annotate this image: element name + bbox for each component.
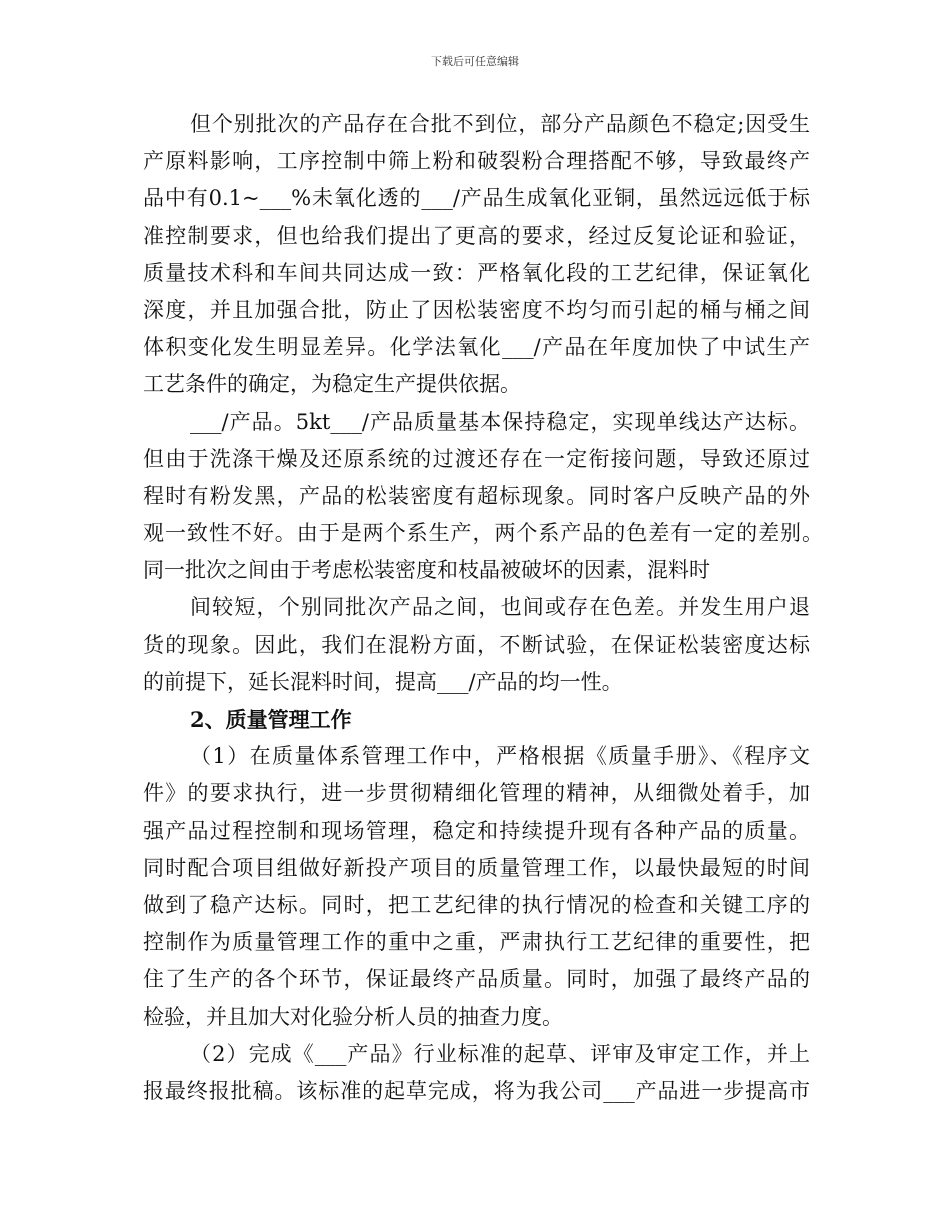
text-line: 观一致性不好。由于是两个系生产，两个系产品的色差有一定的差别。 <box>143 521 823 546</box>
text-line: 产原料影响，工序控制中筛上粉和破裂粉合理搭配不够，导致最终产 <box>143 149 810 174</box>
section-heading: 2、质量管理工作 <box>190 707 352 732</box>
text-line: 住了生产的各个环节，保证最终产品质量。同时，加强了最终产品的 <box>143 967 810 992</box>
text-line: （2）完成《___产品》行业标准的起草、评审及审定工作，并上 <box>190 1041 810 1066</box>
text-line: 做到了稳产达标。同时，把工艺纪律的执行情况的检查和关键工序的 <box>143 892 810 917</box>
text-line: 检验，并且加大对化验分析人员的抽查力度。 <box>143 1004 563 1029</box>
text-line: 质量技术科和车间共同达成一致：严格氧化段的工艺纪律，保证氧化 <box>143 260 810 285</box>
text-line: 体积变化发生明显差异。化学法氧化___/产品在年度加快了中试生产 <box>143 335 810 360</box>
text-line: 间较短，个别同批次产品之间，也间或存在色差。并发生用户退 <box>190 595 810 620</box>
header-note: 下载后可任意编辑 <box>431 55 519 68</box>
text-line: 同一批次之间由于考虑松装密度和枝晶被破坏的因素，混料时 <box>143 558 710 583</box>
text-line: 同时配合项目组做好新投产项目的质量管理工作，以最快最短的时间 <box>143 855 810 880</box>
text-line: 工艺条件的确定，为稳定生产提供依据。 <box>143 372 521 397</box>
text-line: 件》的要求执行，进一步贯彻精细化管理的精神，从细微处着手，加 <box>143 781 810 806</box>
paragraph <box>143 738 810 1036</box>
text-line: 的前提下，延长混料时间，提高___/产品的均一性。 <box>143 669 623 694</box>
paragraph <box>143 106 810 404</box>
text-line: 强产品过程控制和现场管理，稳定和持续提升现有各种产品的质量。 <box>143 818 810 843</box>
text-line: （1）在质量体系管理工作中，严格根据《质量手册》、《程序文 <box>190 744 810 769</box>
paragraph <box>143 1036 810 1110</box>
text-line: 品中有0.1~___%未氧化透的___/产品生成氧化亚铜，虽然远远低于标 <box>143 186 810 211</box>
text-line: 控制作为质量管理工作的重中之重，严肃执行工艺纪律的重要性，把 <box>143 930 810 955</box>
text-line: 深度，并且加强合批，防止了因松装密度不均匀而引起的桶与桶之间 <box>143 297 810 322</box>
text-line: ___/产品。5kt___/产品质量基本保持稳定，实现单线达产达标。 <box>190 409 810 434</box>
text-line: 但由于洗涤干燥及还原系统的过渡还存在一定衔接问题，导致还原过 <box>143 446 810 471</box>
text-line: 程时有粉发黑，产品的松装密度有超标现象。同时客户反映产品的外 <box>143 483 810 508</box>
text-line: 货的现象。因此，我们在混粉方面，不断试验，在保证松装密度达标 <box>143 632 810 657</box>
text-line: 但个别批次的产品存在合批不到位，部分产品颜色不稳定;因受生 <box>190 112 810 136</box>
paragraph <box>143 404 823 590</box>
text-line: 准控制要求，但也给我们提出了更高的要求，经过反复论证和验证， <box>143 223 810 248</box>
paragraph <box>143 589 810 701</box>
text-line: 报最终报批稿。该标准的起草完成，将为我公司___产品进一步提高市 <box>143 1078 810 1103</box>
document-body <box>143 106 823 1110</box>
